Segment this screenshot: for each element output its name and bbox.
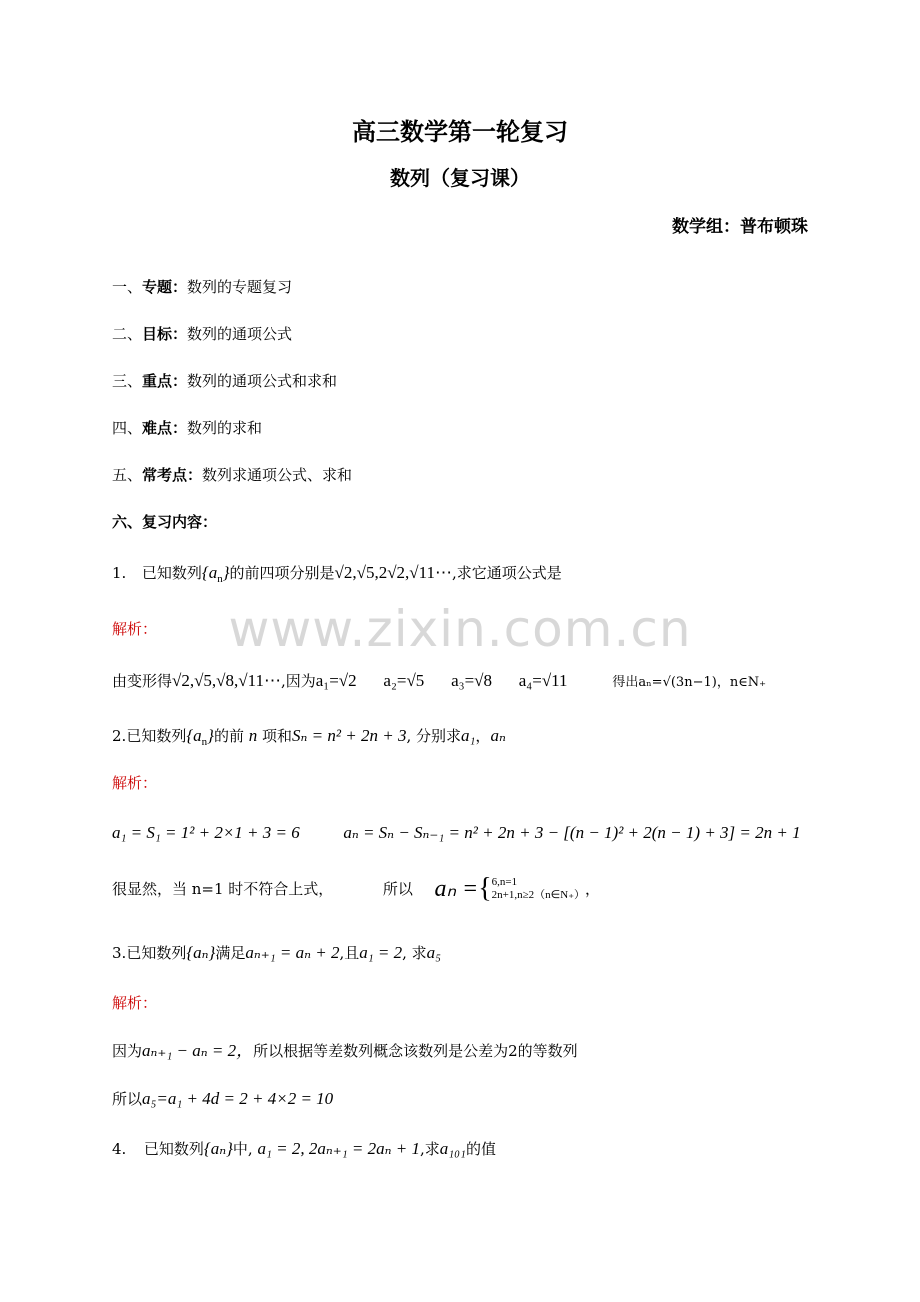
document-subtitle: 数列（复习课）	[390, 166, 530, 190]
problem-text: , 分别求	[406, 727, 461, 745]
problem-text: 中,	[232, 1140, 253, 1158]
solution-3-line-2	[112, 1088, 333, 1110]
outline-value: 数列的专题复习	[187, 278, 293, 296]
term-a2: a₂=√5	[383, 671, 425, 690]
initial-term: a₁ = 2	[359, 943, 403, 962]
outline-item-content	[112, 511, 217, 533]
term-a1: a₁=√2	[315, 671, 357, 690]
document-title: 高三数学第一轮复习	[352, 117, 568, 146]
outline-item-goal	[112, 323, 292, 345]
solution-terms: √2,√5,√8,√11⋯	[172, 671, 281, 690]
outline-number: 六、	[112, 513, 143, 531]
outline-key: 常考点：	[142, 466, 203, 484]
outline-key: 复习内容：	[142, 513, 218, 531]
analysis-label-2: 解析：	[112, 774, 158, 792]
piecewise-cases	[492, 876, 585, 902]
general-term-result: 得出aₙ=√(3n−1)，n∈N₊	[612, 675, 767, 690]
outline-item-common	[112, 464, 352, 486]
watermark: www.zixin.com.cn	[228, 600, 692, 658]
analysis-label-1: 解析：	[112, 620, 158, 638]
problem-1	[112, 562, 562, 590]
piecewise-lhs: aₙ =	[434, 876, 479, 902]
target-term: a₁₀₁	[439, 1139, 466, 1158]
problem-text: 满足	[215, 944, 246, 962]
outline-item-difficulty	[112, 417, 262, 439]
problem-4	[112, 1138, 496, 1160]
problem-text: ,求它通项公式是	[451, 564, 562, 582]
outline-value: 数列的通项公式	[187, 325, 293, 343]
problem-text: 已知数列	[126, 944, 187, 962]
problem-number: 3.	[112, 944, 127, 962]
recurrence-formula: a₁ = 2, 2aₙ₊₁ = 2aₙ + 1	[257, 1139, 420, 1158]
difference-formula: aₙ₊₁ − aₙ = 2，	[142, 1041, 254, 1060]
case-1: 6,n=1	[491, 876, 518, 888]
case-2: 2n+1,n≥2（n∈N₊）	[491, 889, 585, 901]
problem-3	[112, 942, 441, 964]
solution-a1: a₁ = S₁ = 1² + 2×1 + 3 = 6	[112, 823, 300, 842]
outline-number: 四、	[112, 419, 143, 437]
solution-2	[112, 822, 801, 844]
outline-key: 难点：	[142, 419, 188, 437]
analysis-label-3: 解析：	[112, 994, 158, 1012]
problem-number: 2.	[112, 727, 127, 745]
problem-number: 1.	[112, 564, 127, 582]
brace-icon: {	[478, 873, 492, 904]
solution-1	[112, 670, 766, 694]
term-a3: a₃=√8	[451, 671, 492, 690]
problem-text: 的前四项分别是	[229, 564, 335, 582]
separator: ，	[585, 880, 601, 898]
sequence-symbol: {aₙ}	[186, 943, 216, 962]
a5-formula: a₅=a₁ + 4d = 2 + 4×2 = 10	[142, 1089, 334, 1108]
problem-text: 已知数列	[126, 727, 187, 745]
recurrence-formula: aₙ₊₁ = aₙ + 2	[245, 943, 340, 962]
outline-number: 五、	[112, 466, 143, 484]
outline-key: 目标：	[142, 325, 188, 343]
solution-text: 因为	[112, 1042, 143, 1060]
outline-value: 数列的通项公式和求和	[187, 372, 338, 390]
problem-text: 项和	[262, 727, 293, 745]
conclusion-text: 所以	[382, 880, 413, 898]
separator: ，	[475, 727, 491, 745]
problem-number: 4.	[112, 1140, 127, 1158]
problem-text: 已知数列	[141, 564, 202, 582]
outline-item-focus	[112, 370, 337, 392]
problem-text: ,求	[419, 1140, 440, 1158]
sequence-terms: √2,√5,2√2,√11⋯	[334, 563, 452, 582]
problem-text: ,且	[339, 944, 360, 962]
outline-value: 数列的求和	[187, 419, 263, 437]
outline-key: 重点：	[142, 372, 188, 390]
outline-item-topic	[112, 276, 292, 298]
term-a1: a₁	[461, 726, 476, 745]
conclusion-text: 很显然，当 n=1 时不符合上式，	[112, 880, 334, 898]
target-term: a₅	[426, 943, 442, 962]
term-an: aₙ	[490, 726, 506, 745]
outline-number: 二、	[112, 325, 143, 343]
variable-n: n	[248, 726, 258, 745]
solution-text: ,因为	[280, 672, 316, 690]
problem-text: 的前	[213, 727, 244, 745]
problem-2	[112, 725, 506, 753]
solution-text: 所以根据等差数列概念该数列是公差为2的等数列	[253, 1042, 578, 1060]
problem-text: , 求	[402, 944, 427, 962]
solution-an: aₙ = Sₙ − Sₙ₋₁ = n² + 2n + 3 − [(n − 1)² + 2(n − 1) + 3] = 2n + 1	[343, 823, 801, 842]
solution-3-line-1	[112, 1040, 578, 1062]
term-a4: a₄=√11	[518, 671, 568, 690]
conclusion-2	[112, 873, 601, 904]
solution-text: 由变形得	[112, 672, 173, 690]
problem-text: 的值	[465, 1140, 496, 1158]
outline-key: 专题：	[142, 278, 188, 296]
sum-formula: Sₙ = n² + 2n + 3	[292, 726, 407, 745]
outline-number: 一、	[112, 278, 143, 296]
sequence-symbol: $\{a_n\}$	[186, 726, 214, 748]
outline-value: 数列求通项公式、求和	[202, 466, 353, 484]
sequence-symbol: {aₙ}	[203, 1139, 233, 1158]
sequence-symbol: $\{a_n\}$	[201, 563, 230, 585]
solution-text: 所以	[112, 1090, 143, 1108]
outline-number: 三、	[112, 372, 143, 390]
problem-text: 已知数列	[143, 1140, 204, 1158]
author-line: 数学组：普布顿珠	[672, 217, 808, 237]
